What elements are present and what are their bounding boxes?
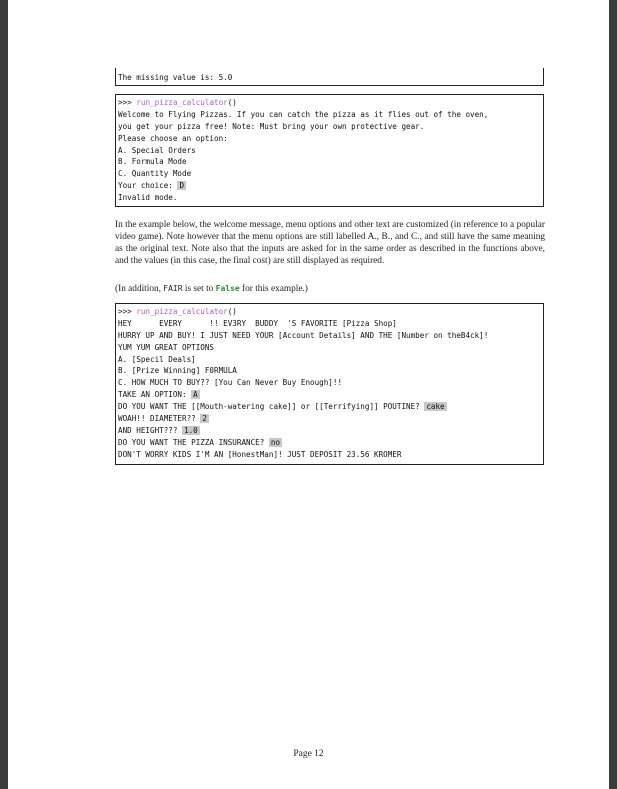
note-text: (In addition, — [115, 284, 164, 294]
code-line-question — [118, 413, 541, 425]
code-line-choice — [118, 180, 541, 192]
code-line-call — [118, 97, 541, 109]
call-parens: () — [227, 307, 237, 316]
variable-name: FAIR — [163, 284, 183, 293]
note-text: is set to — [182, 284, 216, 294]
code-line: A. [Specil Deals] — [118, 354, 196, 364]
code-line-call — [118, 306, 541, 318]
code-line: The missing value is: 5.0 — [118, 73, 233, 82]
code-line: C. HOW MUCH TO BUY?? [You Can Never Buy Enough]!! — [118, 378, 343, 388]
user-input-value: 1.0 — [184, 425, 198, 435]
user-input-value: A — [193, 390, 198, 400]
prompt-symbol: >>> — [118, 307, 137, 316]
page-number: Page 12 — [293, 749, 324, 759]
code-block-custom-example — [115, 303, 544, 465]
body-paragraph: In the example below, the welcome message, menu options and other text are customized (in reference to a popular video game). Note however that the menu options are still labelled A., B., and C., and still have the same meaning as the original text. Note also that the inputs are asked for in the same order as described in the functions above, and the values (in this case, the final cost) are still displayed as required. — [115, 220, 545, 266]
call-parens: () — [227, 98, 237, 107]
note-text: for this example.) — [239, 284, 308, 294]
question-label: DO YOU WANT THE PIZZA INSURANCE? — [118, 437, 269, 447]
question-label: DO YOU WANT THE [[Mouth-watering cake]] or [[Terrifying]] POUTINE? — [118, 402, 425, 412]
code-line-result: DON'T WORRY KIDS I'M AN [HonestMan]! JUST DEPOSIT 23.56 KROMER — [118, 449, 402, 459]
code-line-question — [118, 389, 541, 401]
code-block-output-top — [115, 68, 544, 86]
function-name: run_pizza_calculator — [136, 98, 228, 107]
code-line: C. Quantity Mode — [118, 169, 192, 179]
user-input-value: no — [270, 437, 281, 447]
question-label: WOAH!! DIAMETER?? — [118, 414, 201, 424]
code-line: HURRY UP AND BUY! I JUST NEED YOUR [Account Details] AND THE [Number on theB4ck]! — [118, 330, 489, 340]
user-input-value: D — [179, 181, 185, 191]
code-line: B. [Prize Winning] F0RMULA — [118, 366, 237, 376]
code-line: HEY EVERY !! EV3RY BUDDY 'S FAVORITE [Pizza Shop] — [118, 318, 397, 328]
question-label: TAKE AN OPTION: — [118, 390, 192, 400]
user-input-value: cake — [426, 402, 445, 412]
code-line: B. Formula Mode — [118, 157, 187, 167]
code-line: YUM YUM GREAT OPTIONS — [118, 342, 215, 352]
code-line-question — [118, 437, 541, 449]
question-label: AND HEIGHT??? — [118, 425, 183, 435]
keyword-value: False — [215, 284, 240, 293]
user-input-value: 2 — [202, 414, 207, 424]
choice-label: Your choice: — [118, 181, 178, 191]
prompt-symbol: >>> — [118, 98, 137, 107]
code-line: A. Special Orders — [118, 145, 196, 155]
function-name: run_pizza_calculator — [136, 307, 228, 316]
code-line: Please choose an option: — [118, 133, 228, 143]
code-line-question — [118, 401, 541, 413]
code-line-question — [118, 425, 541, 437]
code-line: you get your pizza free! Note: Must bring your own protective gear. — [118, 121, 425, 131]
document-page — [8, 0, 609, 789]
body-paragraph-note — [115, 283, 545, 295]
code-line-result: Invalid mode. — [118, 193, 178, 203]
code-block-invalid-mode — [115, 94, 544, 207]
code-line: Welcome to Flying Pizzas. If you can catch the pizza as it flies out of the oven, — [118, 109, 489, 119]
